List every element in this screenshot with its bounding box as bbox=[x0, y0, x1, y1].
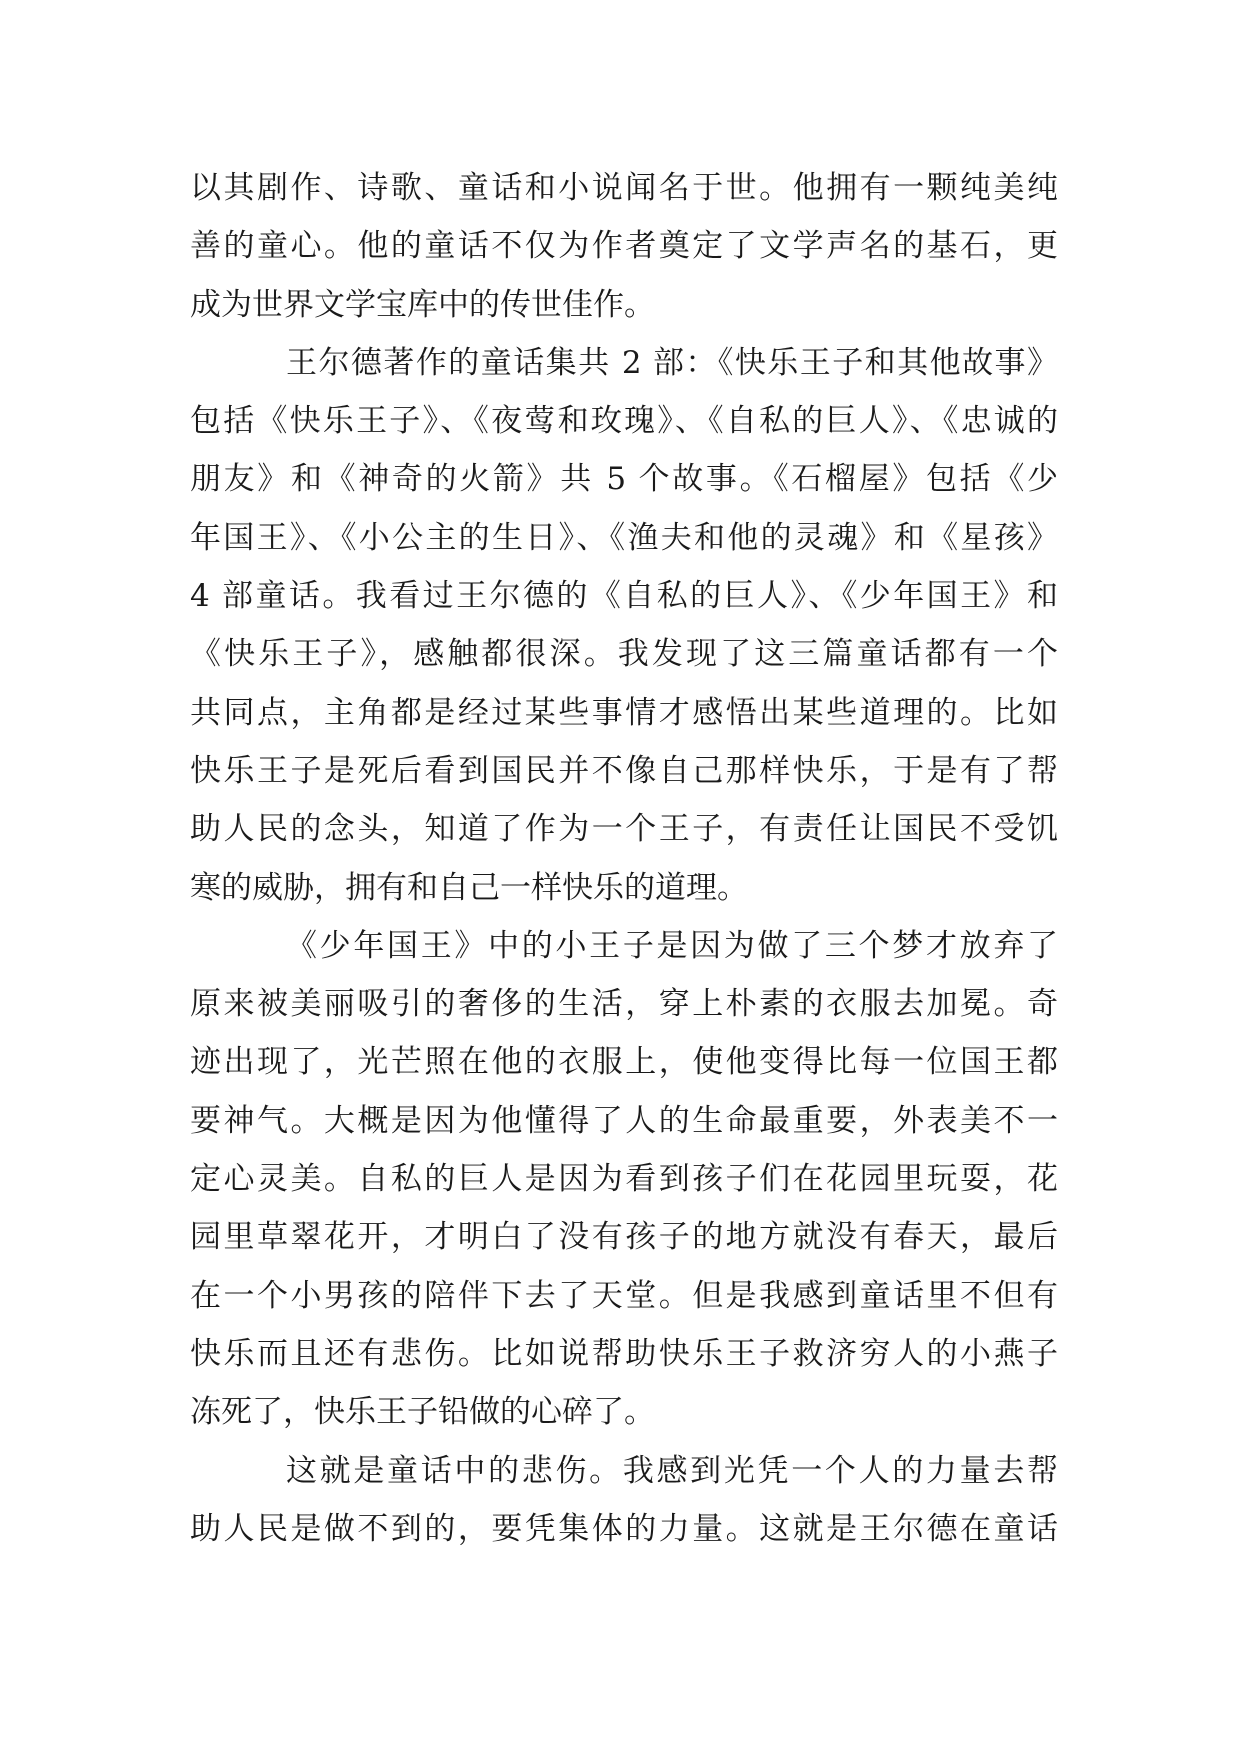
text-line: 《快乐王子》，感触都很深。我发现了这三篇童话都有一个 bbox=[190, 636, 1058, 673]
paragraph-first-line: 王尔德著作的童话集共 2 部：《快乐王子和其他故事》 bbox=[286, 344, 1058, 381]
body-text bbox=[190, 159, 1058, 1558]
text-line: 善的童心。他的童话不仅为作者奠定了文学声名的基石，更 bbox=[190, 228, 1058, 265]
text-line: 快乐王子是死后看到国民并不像自己那样快乐，于是有了帮 bbox=[190, 752, 1058, 789]
text-line: 包括《快乐王子》、《夜莺和玫瑰》、《自私的巨人》、《忠诚的 bbox=[190, 403, 1058, 440]
text-line: 迹出现了，光芒照在他的衣服上，使他变得比每一位国王都 bbox=[190, 1044, 1058, 1081]
text-line: 快乐而且还有悲伤。比如说帮助快乐王子救济穷人的小燕子 bbox=[190, 1335, 1058, 1372]
text-line: 园里草翠花开，才明白了没有孩子的地方就没有春天，最后 bbox=[190, 1219, 1058, 1256]
text-line: 助人民的念头，知道了作为一个王子，有责任让国民不受饥 bbox=[190, 811, 1058, 848]
text-line: 定心灵美。自私的巨人是因为看到孩子们在花园里玩耍，花 bbox=[190, 1161, 1058, 1198]
text-line: 以其剧作、诗歌、童话和小说闻名于世。他拥有一颗纯美纯 bbox=[190, 170, 1058, 206]
text-line: 原来被美丽吸引的奢侈的生活，穿上朴素的衣服去加冕。奇 bbox=[190, 986, 1058, 1023]
text-line: 助人民是做不到的，要凭集体的力量。这就是王尔德在童话 bbox=[190, 1510, 1058, 1547]
text-line: 寒的威胁，拥有和自己一样快乐的道理。 bbox=[190, 869, 748, 906]
text-line: 成为世界文学宝库中的传世佳作。 bbox=[190, 286, 655, 323]
text-line: 要神气。大概是因为他懂得了人的生命最重要，外表美不一 bbox=[190, 1102, 1058, 1139]
paragraph-first-line: 这就是童话中的悲伤。我感到光凭一个人的力量去帮 bbox=[286, 1452, 1058, 1489]
text-line: 冻死了，快乐王子铅做的心碎了。 bbox=[190, 1394, 655, 1431]
text-line: 4 部童话。我看过王尔德的《自私的巨人》、《少年国王》和 bbox=[190, 578, 1058, 615]
text-line: 共同点，主角都是经过某些事情才感悟出某些道理的。比如 bbox=[190, 694, 1058, 731]
text-line: 在一个小男孩的陪伴下去了天堂。但是我感到童话里不但有 bbox=[190, 1277, 1058, 1314]
text-line: 朋友》和《神奇的火箭》共 5 个故事。《石榴屋》包括《少 bbox=[190, 461, 1058, 498]
paragraph-first-line: 《少年国王》中的小王子是因为做了三个梦才放弃了 bbox=[286, 927, 1058, 964]
text-line: 年国王》、《小公主的生日》、《渔夫和他的灵魂》和《星孩》 bbox=[190, 519, 1058, 556]
